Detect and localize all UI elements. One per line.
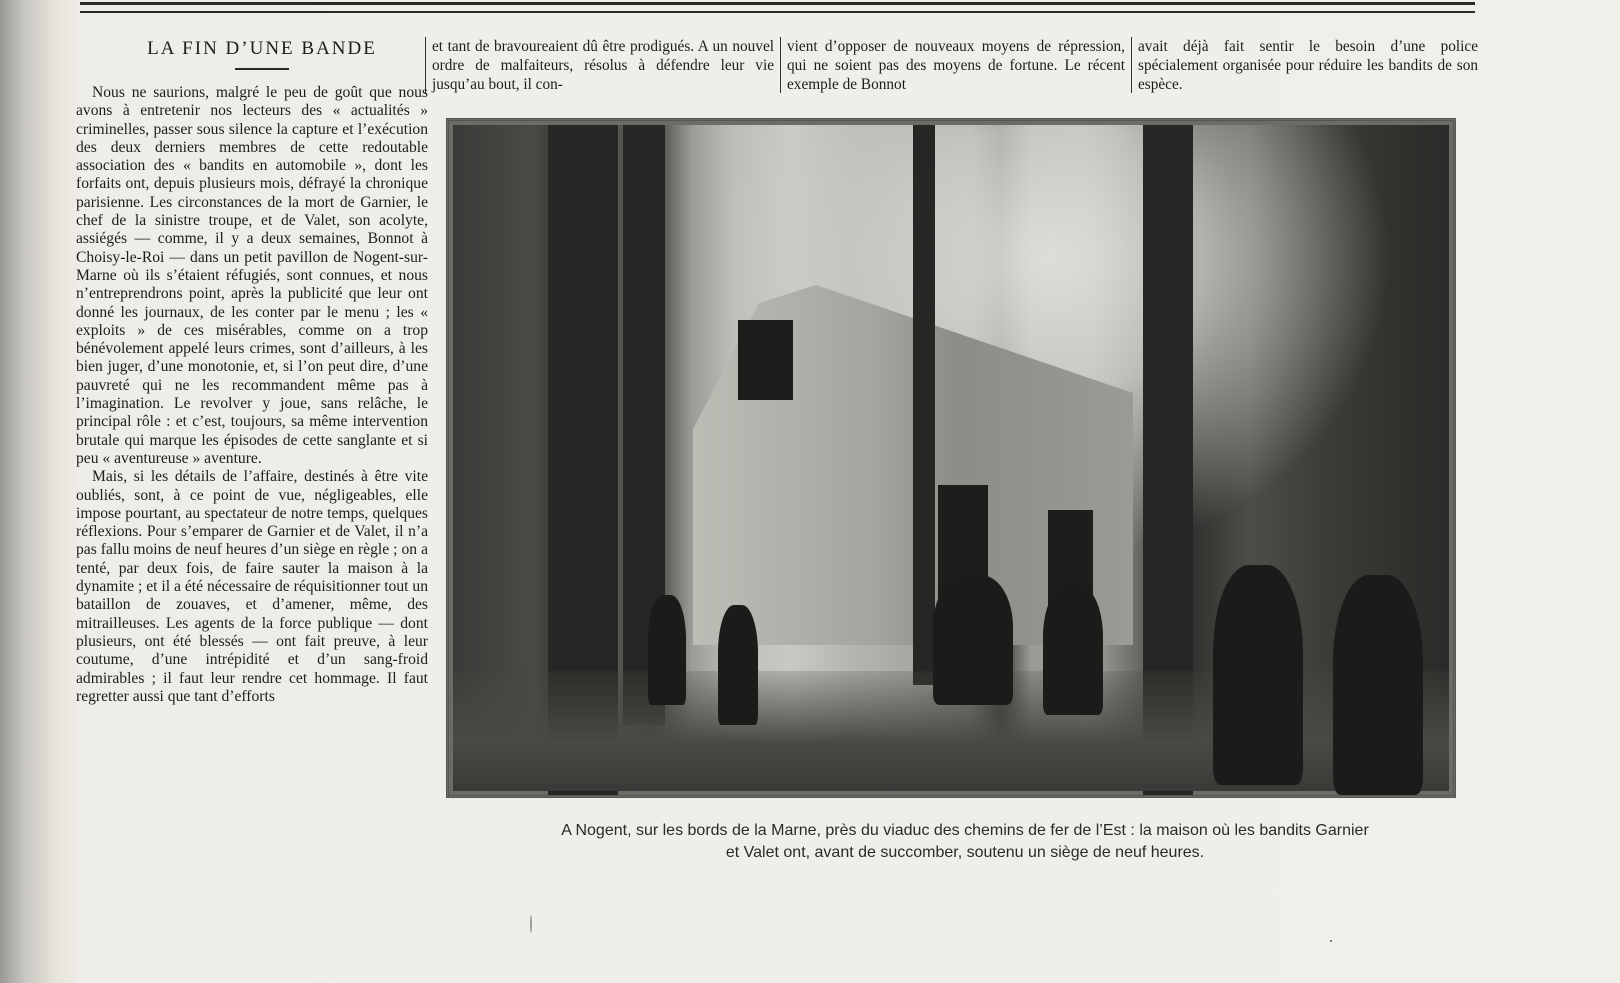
photo-caption [455,820,1475,864]
policeman-figure-5 [1213,565,1303,785]
article-paragraph-2: Mais, si les détails de l’affaire, destinés à être vite oubliés, sont, à ce point de vue, négligeables, elle impose pourtant, au spectateur de notre temps, quelques réflexions. Pour s’emparer de Garnier et de Valet, il n’a pas fallu moins de neuf heures d’un siège en règle ; on a tenté, par deux fois, de faire sauter la maison à la dynamite ; et il a été nécessaire de réquisitionner tout un bataillon de zouaves, et d’amener, même, des mitrailleuses. Les agents de la force publique — dont plusieurs, ont été blessés — ont fait preuve, à leur coutume, d’une intrépidité et d’un sang-froid admirables ; il faut leur rendre cet hommage. Il faut regretter aussi que tant d’efforts [76,468,428,705]
policeman-figure-3 [933,575,1013,705]
photograph [446,118,1456,798]
article-left-column [76,38,428,706]
policeman-figure-2 [648,595,686,705]
paper-speck [530,915,532,933]
house-window-upper [738,320,793,400]
policeman-figure-4 [1043,585,1103,715]
top-column-1: et tant de bravoureaient dû être prodigués. A un nouvel ordre de malfaiteurs, résolus à défendre leur vie jusqu’au bout, il con- [425,37,780,93]
policeman-figure-6 [1333,575,1423,795]
paper-speck [1330,940,1332,942]
policeman-figure-1 [718,605,758,725]
title-underline [235,68,289,70]
article-body [76,84,428,706]
tree-trunk-center [913,125,935,685]
photo-background [453,125,1449,791]
top-column-2: vient d’opposer de nouveaux moyens de répression, qui ne soient pas des moyens de fortune. Le récent exemple de Bonnot [780,37,1131,93]
top-column-3: avait déjà fait sentir le besoin d’une police spécialement organisée pour réduire les bandits de son espèce. [1131,37,1484,93]
top-double-rule-lower [80,11,1475,13]
top-double-rule [80,2,1475,5]
article-paragraph-1: Nous ne saurions, malgré le peu de goût que nous avons à entretenir nos lecteurs des « actualités » criminelles, passer sous silence la capture et l’exécution des deux derniers membres de cette redoutable association des « bandits en automobile », dont les forfaits ont, depuis plusieurs mois, défrayé la chronique parisienne. Les circonstances de la mort de Garnier, le chef de la sinistre troupe, et de Valet, son acolyte, assiégés — comme, il y a deux semaines, Bonnot à Choisy-le-Roi — dans un petit pavillon de Nogent-sur-Marne où ils s’étaient réfugiés, sont connues, et nous n’entreprendrons point, après la publicité que leur ont donné les journaux, de les conter par le menu ; les « exploits » de ces misérables, comme on a trop bénévolement appelé leurs crimes, sont d’ailleurs, à les bien juger, d’une monotonie, et, si l’on peut dire, d’une pauvreté qui ne les recommandent même pas à l’imagination. Le revolver y joue, sans relâche, le principal rôle : et c’est, toujours, sa même intervention brutale qui marque les épisodes de cette sanglante et si peu « aventureuse » aventure. [76,84,428,467]
caption-line-1: A Nogent, sur les bords de la Marne, près du viaduc des chemins de fer de l’Est : la maison où les bandits Garnier [561,822,1369,839]
caption-line-2: et Valet ont, avant de succomber, soutenu un siège de neuf heures. [725,844,1205,861]
article-title: LA FIN D’UNE BANDE [147,38,377,59]
article-top-columns [425,37,1485,93]
